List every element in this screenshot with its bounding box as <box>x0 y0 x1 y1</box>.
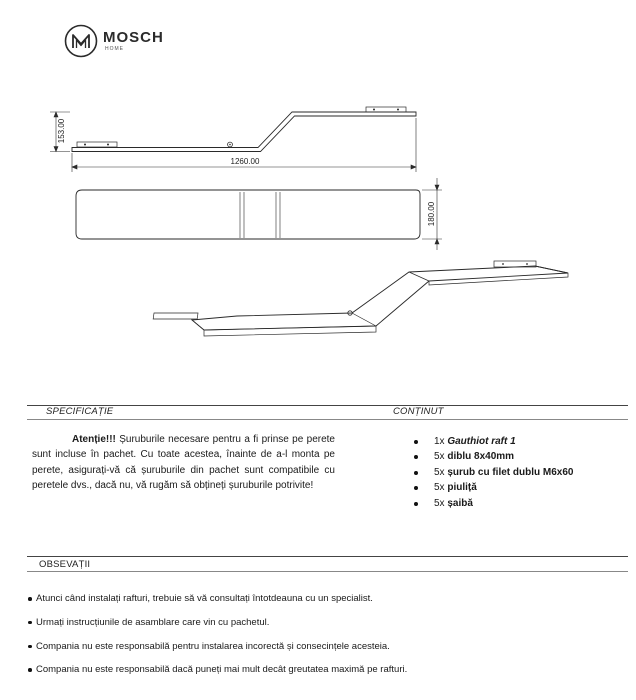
list-item: 5x piuliță <box>408 480 573 495</box>
observations-list <box>28 593 407 688</box>
dimension-depth-label: 180.00 <box>427 201 436 227</box>
list-item: 5x șurub cu filet dublu M6x60 <box>408 465 573 480</box>
list-item: 5x diblu 8x40mm <box>408 449 573 464</box>
dimension-width-label: 1260.00 <box>230 157 260 166</box>
shelf-perspective-view <box>153 261 568 336</box>
list-item: Compania nu este responsabilă dacă puneți mai mult decât greutatea maximă pe rafturi. <box>28 664 407 688</box>
contents-list <box>408 434 573 511</box>
list-item: Urmați instrucțiunile de asamblare care vin cu pachetul. <box>28 617 407 641</box>
section-divider <box>27 419 628 420</box>
contents-heading: CONȚINUT <box>393 406 444 417</box>
section-divider <box>27 556 628 557</box>
logo-subtitle: HOME <box>105 46 124 52</box>
logo-brand: MOSCH <box>103 29 164 46</box>
observations-heading: OBSEVAȚII <box>39 559 91 570</box>
list-item: Compania nu este responsabilă pentru instalarea incorectă și consecințele acesteia. <box>28 641 407 665</box>
specs-text: Șuruburile necesare pentru a fi prinse pe perete sunt incluse în pachet. Cu toate acestea, înainte de a-l monta pe perete, asigurați-vă că șuruburile din pachet sunt compatibile cu peretele dvs., dacă nu, vă rugăm să obțineți șuruburile potrivite! <box>32 434 335 492</box>
list-item: Atunci când instalați rafturi, trebuie să vă consultați întotdeauna cu un specialist. <box>28 593 407 617</box>
specs-warning: Atenție!!! <box>72 434 116 445</box>
section-divider <box>27 405 628 406</box>
shelf-side-view <box>72 107 416 152</box>
list-item: 5x șaibă <box>408 496 573 511</box>
shelf-front-view <box>76 190 420 239</box>
dimension-height-label: 153.00 <box>57 118 66 144</box>
list-item: 1x Gauthiot raft 1 <box>408 434 573 449</box>
specs-paragraph <box>32 432 335 494</box>
specs-heading: SPECIFICAȚIE <box>46 406 114 417</box>
section-divider <box>27 571 628 572</box>
